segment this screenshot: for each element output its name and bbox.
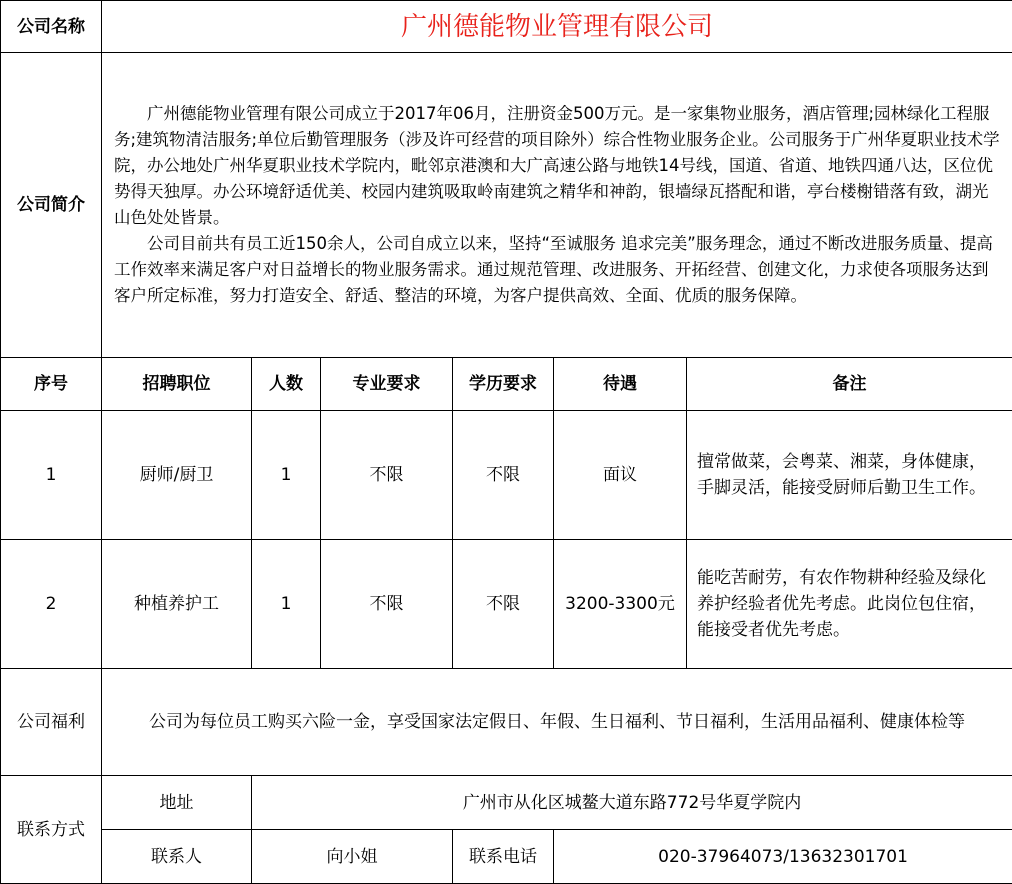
header-no: 序号 <box>1 358 102 411</box>
benefits-text: 公司为每位员工购买六险一金，享受国家法定假日、年假、生日福利、节日福利，生活用品福利、健康体检等 <box>102 669 1012 776</box>
row-position: 种植养护工 <box>102 540 252 669</box>
row-position: 厨师/厨卫 <box>102 411 252 540</box>
company-intro-paragraph-2: 公司目前共有员工近150余人，公司自成立以来，坚持“至诚服务 追求完美”服务理念，通过不断改进服务质量、提高工作效率来满足客户对日益增长的物业服务需求。通过规范管理、改进服务、开拓经营、创建文化，力求使各项服务达到客户所定标准，努力打造安全、舒适、整洁的环境，为客户提供高效、全面、优质的服务保障。 <box>114 231 1004 309</box>
table-header-row <box>1 358 1012 411</box>
row-count: 1 <box>252 411 321 540</box>
table-row <box>1 540 1012 669</box>
row-note: 擅常做菜，会粤菜、湘菜，身体健康，手脚灵活，能接受厨师后勤卫生工作。 <box>687 411 1012 540</box>
company-intro-label: 公司简介 <box>1 53 102 358</box>
row-count: 1 <box>252 540 321 669</box>
row-salary: 3200-3300元 <box>554 540 687 669</box>
company-intro-row <box>1 53 1012 358</box>
benefits-row <box>1 669 1012 776</box>
header-note: 备注 <box>687 358 1012 411</box>
contact-person-value: 向小姐 <box>252 830 453 884</box>
header-education: 学历要求 <box>453 358 554 411</box>
address-row <box>1 776 1012 830</box>
table-row <box>1 411 1012 540</box>
company-name-row <box>1 1 1012 53</box>
header-salary: 待遇 <box>554 358 687 411</box>
company-intro-paragraph-1: 广州德能物业管理有限公司成立于2017年06月，注册资金500万元。是一家集物业服务，酒店管理;园林绿化工程服务;建筑物清洁服务;单位后勤管理服务（涉及许可经营的项目除外）综合性物业服务企业。公司服务于广州华夏职业技术学院，办公地处广州华夏职业技术学院内，毗邻京港澳和大广高速公路与地铁14号线，国道、省道、地铁四通八达，区位优势得天独厚。办公环境舒适优美、校园内建筑吸取岭南建筑之精华和神韵，银墙绿瓦搭配和谐，亭台楼榭错落有致，湖光山色处处皆景。 <box>114 101 1004 231</box>
contact-person-label: 联系人 <box>102 830 252 884</box>
row-no: 2 <box>1 540 102 669</box>
header-count: 人数 <box>252 358 321 411</box>
contact-person-row <box>1 830 1012 884</box>
row-major: 不限 <box>321 540 453 669</box>
address-value: 广州市从化区城鳌大道东路772号华夏学院内 <box>252 776 1012 830</box>
address-label: 地址 <box>102 776 252 830</box>
row-note: 能吃苦耐劳，有农作物耕种经验及绿化养护经验者优先考虑。此岗位包住宿，能接受者优先考虑。 <box>687 540 1012 669</box>
contact-label: 联系方式 <box>1 776 102 884</box>
row-major: 不限 <box>321 411 453 540</box>
row-education: 不限 <box>453 540 554 669</box>
company-intro <box>102 53 1012 358</box>
contact-phone-value: 020-37964073/13632301701 <box>554 830 1012 884</box>
row-education: 不限 <box>453 411 554 540</box>
company-name: 广州德能物业管理有限公司 <box>102 1 1012 53</box>
contact-phone-label: 联系电话 <box>453 830 554 884</box>
row-no: 1 <box>1 411 102 540</box>
company-name-label: 公司名称 <box>1 1 102 53</box>
header-position: 招聘职位 <box>102 358 252 411</box>
row-salary: 面议 <box>554 411 687 540</box>
header-major: 专业要求 <box>321 358 453 411</box>
benefits-label: 公司福利 <box>1 669 102 776</box>
